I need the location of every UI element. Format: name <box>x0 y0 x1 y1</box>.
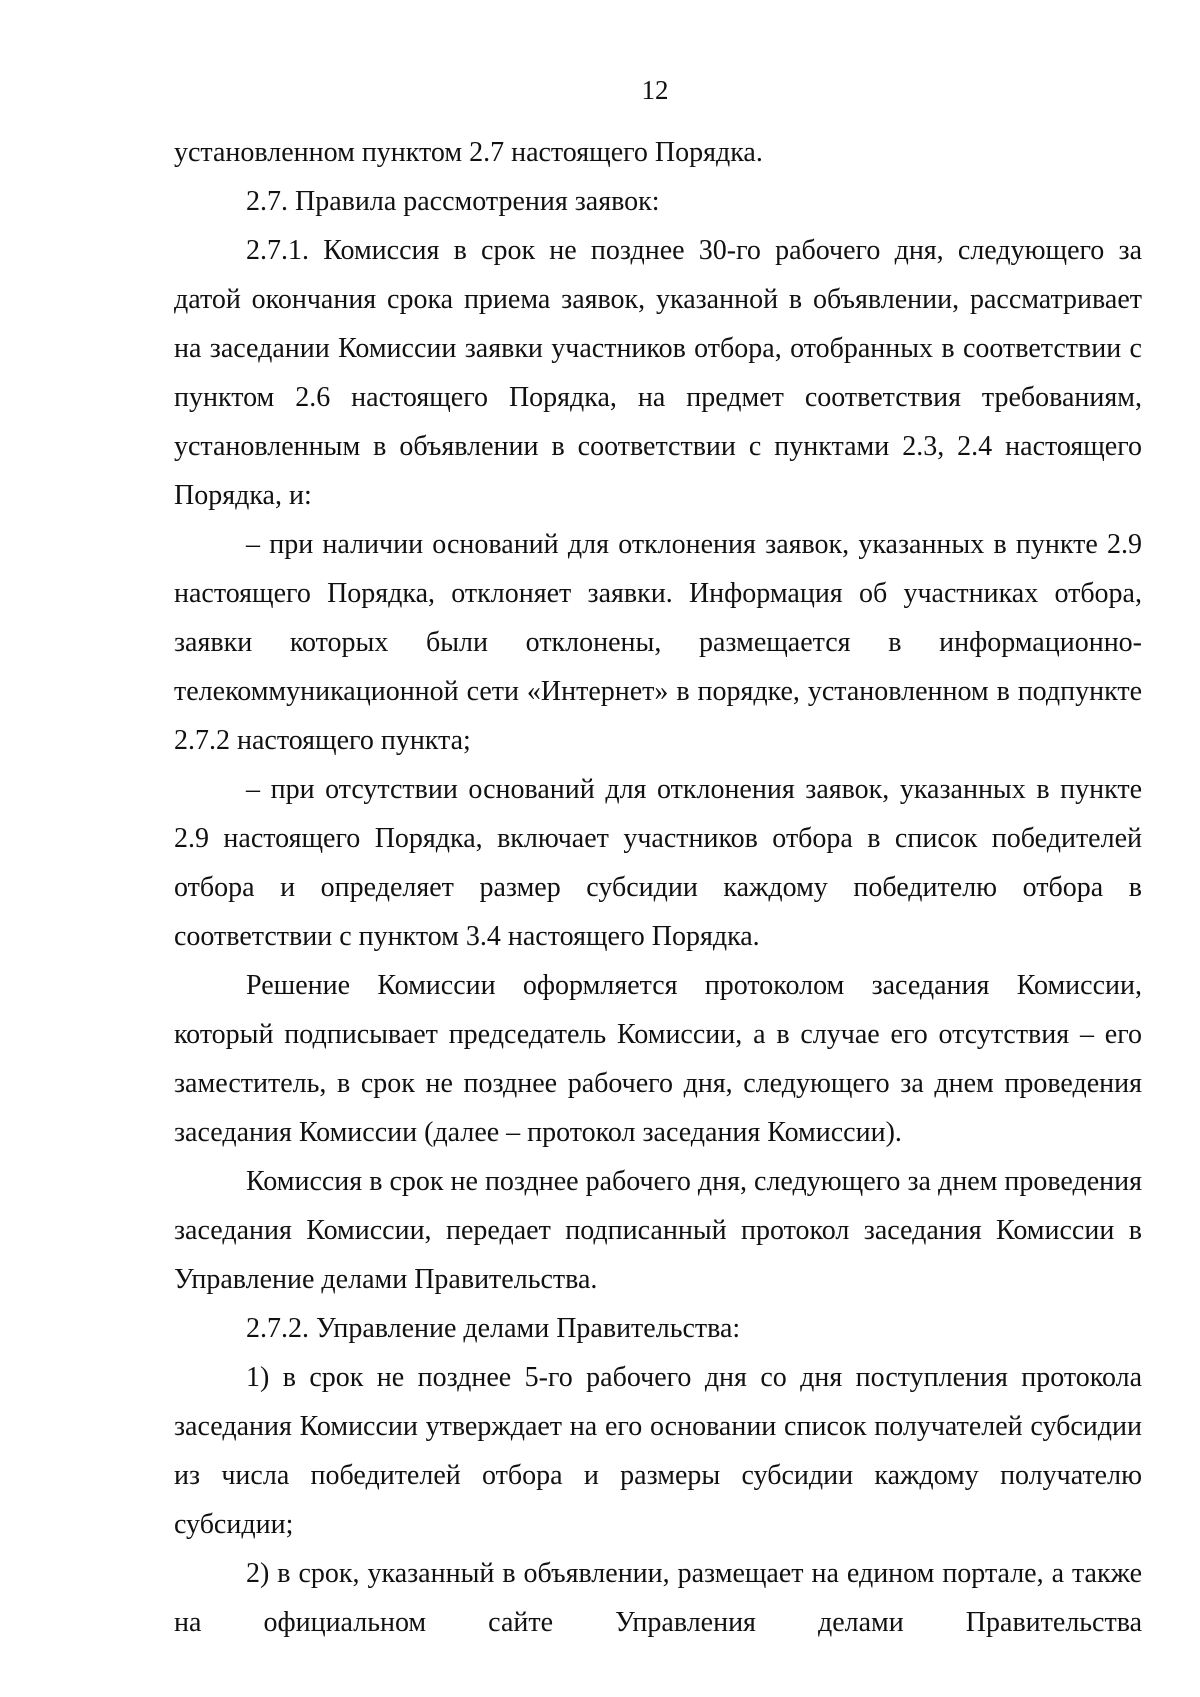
paragraph-item-2: 2) в срок, указанный в объявлении, размещает на едином портале, а также на официальном сайте Управления делами Правительства <box>174 1558 1142 1638</box>
paragraph-continuation: установленном пунктом 2.7 настоящего Порядка. <box>174 137 763 168</box>
paragraph-section-2-7: 2.7. Правила рассмотрения заявок: <box>246 186 660 217</box>
paragraph-reject-item: – при наличии оснований для отклонения заявок, указанных в пункте 2.9 настоящего Порядка, отклоняет заявки. Информация об участниках отбора, заявки которых были отклонены, размещается в информационно-телекоммуникационной сети «Интернет» в порядке, установленном в подпункте 2.7.2 настоящего пункта; <box>174 529 1142 756</box>
paragraph-item-1: 1) в срок не позднее 5-го рабочего дня со дня поступления протокола заседания Комиссии утверждает на его основании список получателей субсидии из числа победителей отбора и размеры субсидии каждому получателю субсидии; <box>174 1362 1142 1540</box>
paragraph-section-2-7-2: 2.7.2. Управление делами Правительства: <box>246 1313 741 1344</box>
document-body <box>174 128 1142 1647</box>
paragraph-section-2-7-1: 2.7.1. Комиссия в срок не позднее 30-го рабочего дня, следующего за датой окончания срока приема заявок, указанной в объявлении, рассматривает на заседании Комиссии заявки участников отбора, отобранных в соответствии с пунктом 2.6 настоящего Порядка, на предмет соответствия требованиям, установленным в объявлении в соответствии с пунктами 2.3, 2.4 настоящего Порядка, и: <box>174 235 1142 511</box>
paragraph-protocol-transfer: Комиссия в срок не позднее рабочего дня, следующего за днем проведения заседания Комиссии, передает подписанный протокол заседания Комиссии в Управление делами Правительства. <box>174 1166 1142 1295</box>
page-number: 12 <box>641 75 669 105</box>
paragraph-decision: Решение Комиссии оформляется протоколом заседания Комиссии, который подписывает председатель Комиссии, а в случае его отсутствия – его заместитель, в срок не позднее рабочего дня, следующего за днем проведения заседания Комиссии (далее – протокол заседания Комиссии). <box>174 970 1142 1148</box>
paragraph-accept-item: – при отсутствии оснований для отклонения заявок, указанных в пункте 2.9 настоящего Порядка, включает участников отбора в список победителей отбора и определяет размер субсидии каждому победителю отбора в соответствии с пунктом 3.4 настоящего Порядка. <box>174 774 1142 952</box>
